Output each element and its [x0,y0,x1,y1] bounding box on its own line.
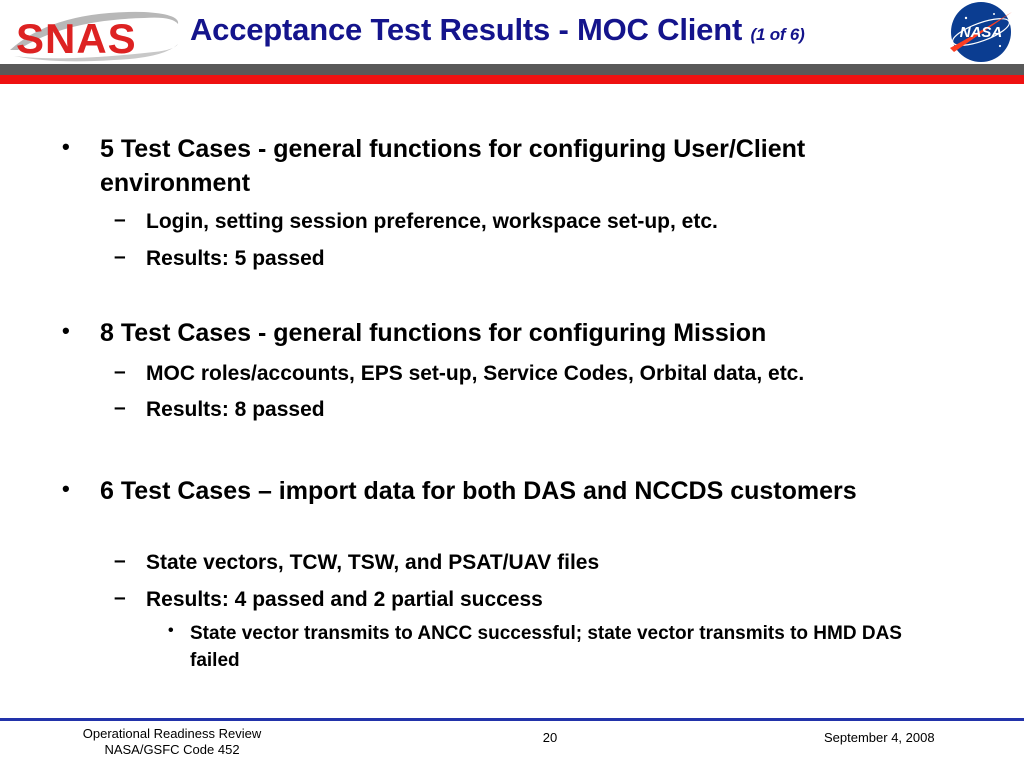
bullet-3-sub-2-detail: State vector transmits to ANCC successful; state vector transmits to HMD DAS failed [190,623,902,671]
bullet-3-text: 6 Test Cases – import data for both DAS and NCCDS customers [100,477,857,505]
bullet-3-sub-2: Results: 4 passed and 2 partial success [146,588,543,611]
sub-bullet-marker: – [114,549,126,572]
bullet-1-sub-2: Results: 5 passed [146,247,325,270]
footer-left [72,726,272,758]
snas-logo-text: SNAS [16,15,137,62]
sub-bullet-marker: – [114,396,126,419]
snas-logo [4,6,182,64]
sub-bullet-marker: – [114,208,126,231]
sub-bullet-marker: – [114,586,126,609]
bullet-2-text: 8 Test Cases - general functions for configuring Mission [100,319,767,347]
header-band-red [0,75,1024,84]
header-band-gray [0,64,1024,75]
nasa-logo-text: NASA [959,24,1003,41]
bullet-marker: • [62,318,70,343]
slide-title-main: Acceptance Test Results - MOC Client [190,12,743,47]
footer-rule [0,718,1024,721]
nasa-meatball-logo [946,0,1016,64]
footer-review-name: Operational Readiness Review [82,726,262,741]
sub-bullet-marker: – [114,360,126,383]
bullet-1-text: 5 Test Cases - general functions for configuring User/Client environment [100,135,806,197]
bullet-marker: • [62,476,70,501]
sub-sub-bullet-marker: • [168,622,174,639]
footer-date: September 4, 2008 [824,730,935,745]
footer-org-code: NASA/GSFC Code 452 [104,742,240,757]
slide-title-suffix: (1 of 6) [750,25,805,44]
bullet-marker: • [62,134,70,159]
sub-bullet-marker: – [114,245,126,268]
slide-title [190,12,805,48]
bullet-2-sub-2: Results: 8 passed [146,398,325,421]
bullet-1-sub-1: Login, setting session preference, workspace set-up, etc. [146,210,718,233]
footer-page-number: 20 [542,730,558,745]
bullet-2-sub-1: MOC roles/accounts, EPS set-up, Service Codes, Orbital data, etc. [146,362,805,385]
bullet-3-sub-1: State vectors, TCW, TSW, and PSAT/UAV files [146,551,600,574]
